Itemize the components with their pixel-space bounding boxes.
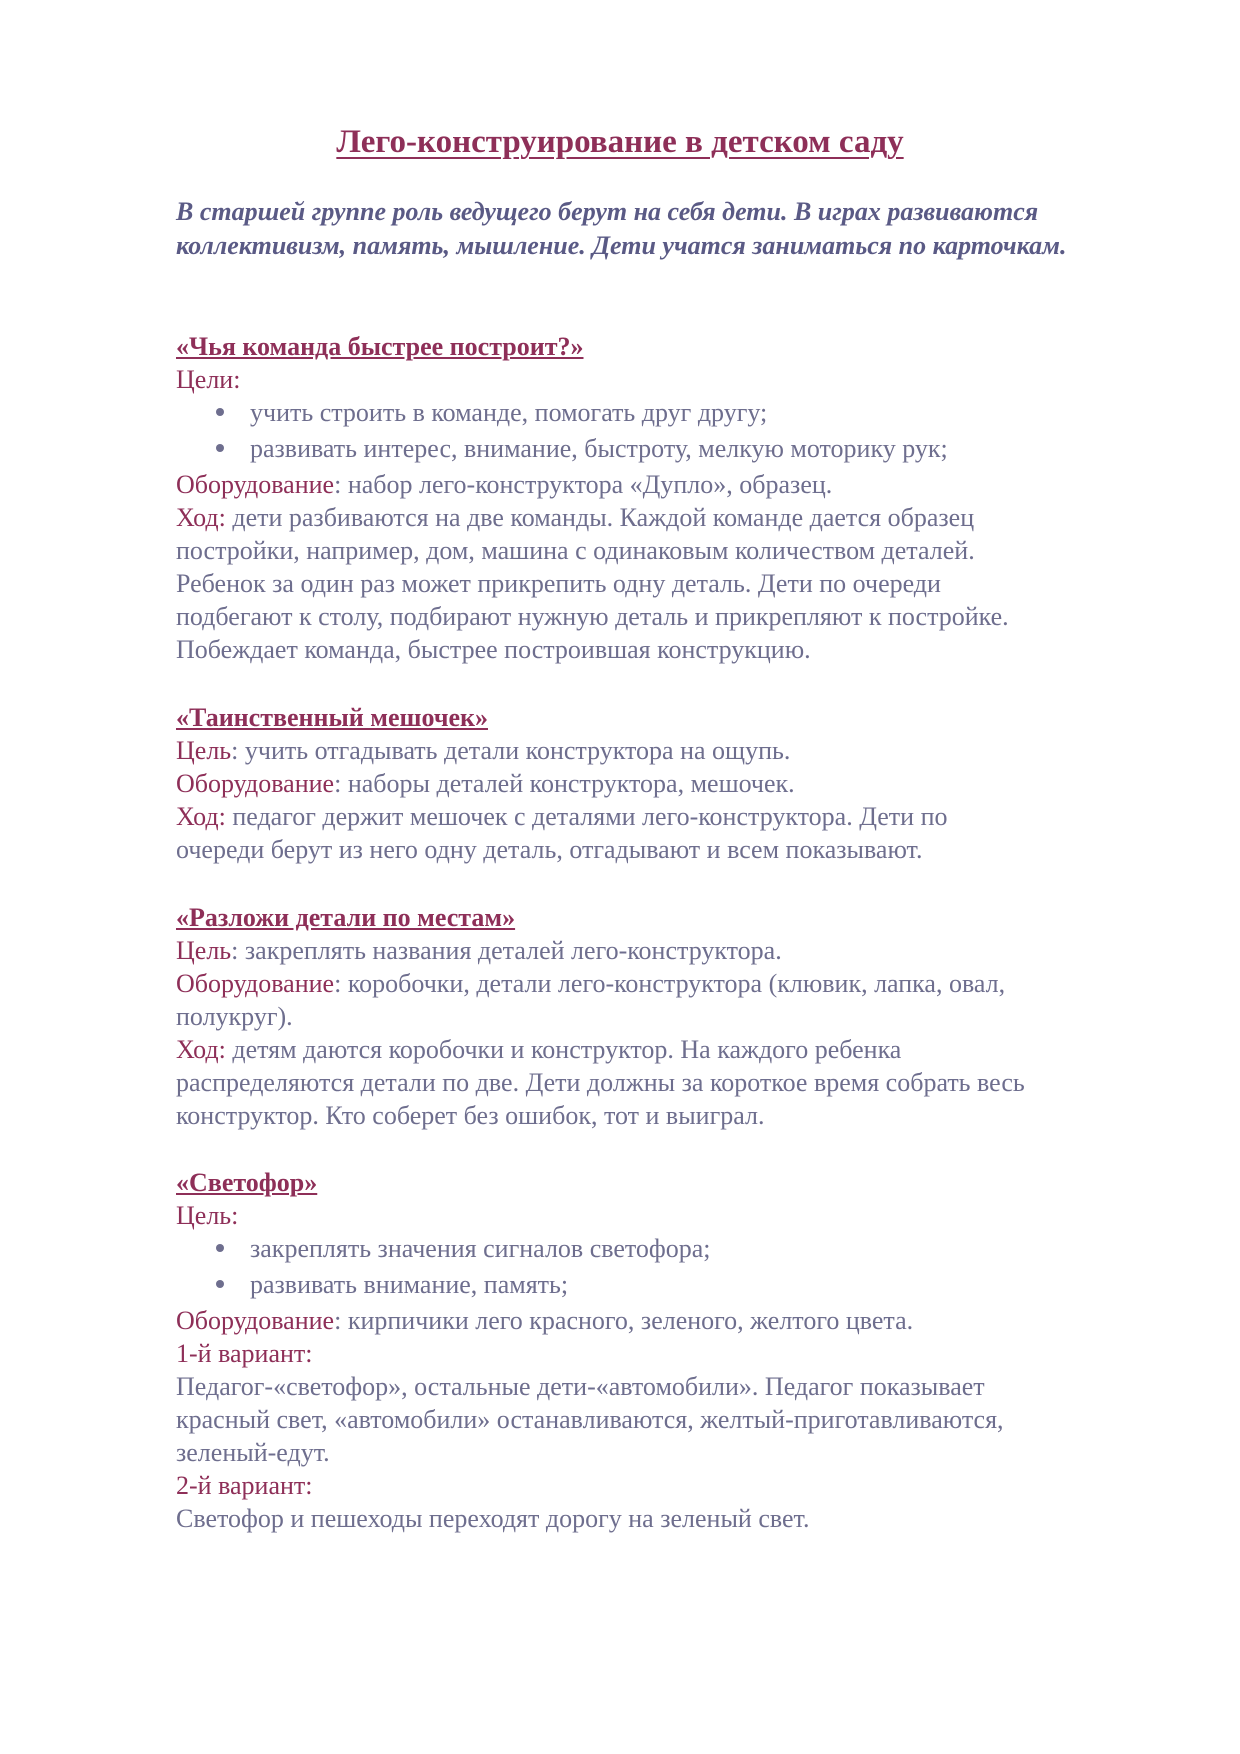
intro-paragraph: В старшей группе роль ведущего берут на себя дети. В играх развиваются коллективизм, память, мышление. Дети учатся заниматься по карточкам.	[176, 197, 1067, 260]
goal-item: учить строить в команде, помогать друг другу;	[250, 398, 768, 427]
process-text: постройки, например, дом, машина с одинаковым количеством деталей.	[176, 536, 975, 565]
goal-label: Цель	[176, 736, 232, 765]
process-line	[176, 800, 947, 833]
process-line	[176, 1033, 901, 1066]
bullet-icon	[216, 444, 224, 452]
equipment-label: Оборудование	[176, 969, 335, 998]
goal-line	[176, 934, 782, 967]
equipment-text: : наборы деталей конструктора, мешочек.	[334, 769, 795, 798]
process-text: дети разбиваются на две команды. Каждой команде дается образец	[225, 503, 975, 532]
variant-label: 2-й вариант:	[176, 1471, 313, 1500]
equipment-text: : кирпичики лего красного, зеленого, желтого цвета.	[334, 1306, 914, 1335]
process-text: детям даются коробочки и конструктор. На каждого ребенка	[225, 1035, 902, 1064]
game-title: «Таинственный мешочек»	[176, 703, 488, 732]
goal-line	[176, 734, 790, 767]
process-text: распределяются детали по две. Дети должны за короткое время собрать весь	[176, 1068, 1025, 1097]
game-title: «Светофор»	[176, 1168, 318, 1197]
variant-label: 1-й вариант:	[176, 1339, 313, 1368]
goal-item: закреплять значения сигналов светофора;	[250, 1234, 711, 1263]
process-text: Побеждает команда, быстрее построившая конструкцию.	[176, 635, 811, 664]
variant-text: Педагог-«светофор», остальные дети-«автомобили». Педагог показывает	[176, 1372, 985, 1401]
game-title: «Чья команда быстрее построит?»	[176, 332, 584, 361]
equipment-line	[176, 468, 832, 501]
process-text: Ребенок за один раз может прикрепить одну деталь. Дети по очереди	[176, 569, 941, 598]
equipment-label: Оборудование	[176, 470, 335, 499]
process-line	[176, 501, 974, 534]
variant-text: зеленый-едут.	[176, 1438, 330, 1467]
equipment-text: : коробочки, детали лего-конструктора (клювик, лапка, овал,	[334, 969, 1006, 998]
document-title: Лего-конструирование в детском саду	[336, 124, 904, 160]
equipment-label: Оборудование	[176, 1306, 335, 1335]
process-label: Ход:	[176, 802, 226, 831]
variant-text: Светофор и пешеходы переходят дорогу на зеленый свет.	[176, 1504, 810, 1533]
equipment-line	[176, 767, 795, 800]
variant-text: красный свет, «автомобили» останавливаются, желтый-приготавливаются,	[176, 1405, 1004, 1434]
bullet-icon	[216, 408, 224, 416]
goal-item: развивать внимание, память;	[250, 1270, 569, 1299]
process-text: педагог держит мешочек с деталями лего-конструктора. Дети по	[225, 802, 948, 831]
equipment-text: полукруг).	[176, 1002, 293, 1031]
bullet-icon	[216, 1280, 224, 1288]
equipment-line	[176, 1304, 913, 1337]
process-text: очереди берут из него одну деталь, отгадывают и всем показывают.	[176, 835, 923, 864]
equipment-line	[176, 967, 1005, 1000]
goal-item: развивать интерес, внимание, быстроту, мелкую моторику рук;	[250, 434, 948, 463]
process-text: конструктор. Кто соберет без ошибок, тот и выиграл.	[176, 1101, 765, 1130]
process-label: Ход:	[176, 1035, 226, 1064]
goal-label: Цель	[176, 936, 232, 965]
process-text: подбегают к столу, подбирают нужную деталь и прикрепляют к постройке.	[176, 602, 1009, 631]
process-label: Ход:	[176, 503, 226, 532]
bullet-icon	[216, 1244, 224, 1252]
goal-label: Цели:	[176, 365, 241, 394]
equipment-text: : набор лего-конструктора «Дупло», образец.	[334, 470, 833, 499]
goal-text: : закреплять названия деталей лего-конструктора.	[231, 936, 782, 965]
game-title: «Разложи детали по местам»	[176, 903, 516, 932]
goal-text: : учить отгадывать детали конструктора на ощупь.	[231, 736, 791, 765]
goal-label: Цель:	[176, 1201, 239, 1230]
equipment-label: Оборудование	[176, 769, 335, 798]
